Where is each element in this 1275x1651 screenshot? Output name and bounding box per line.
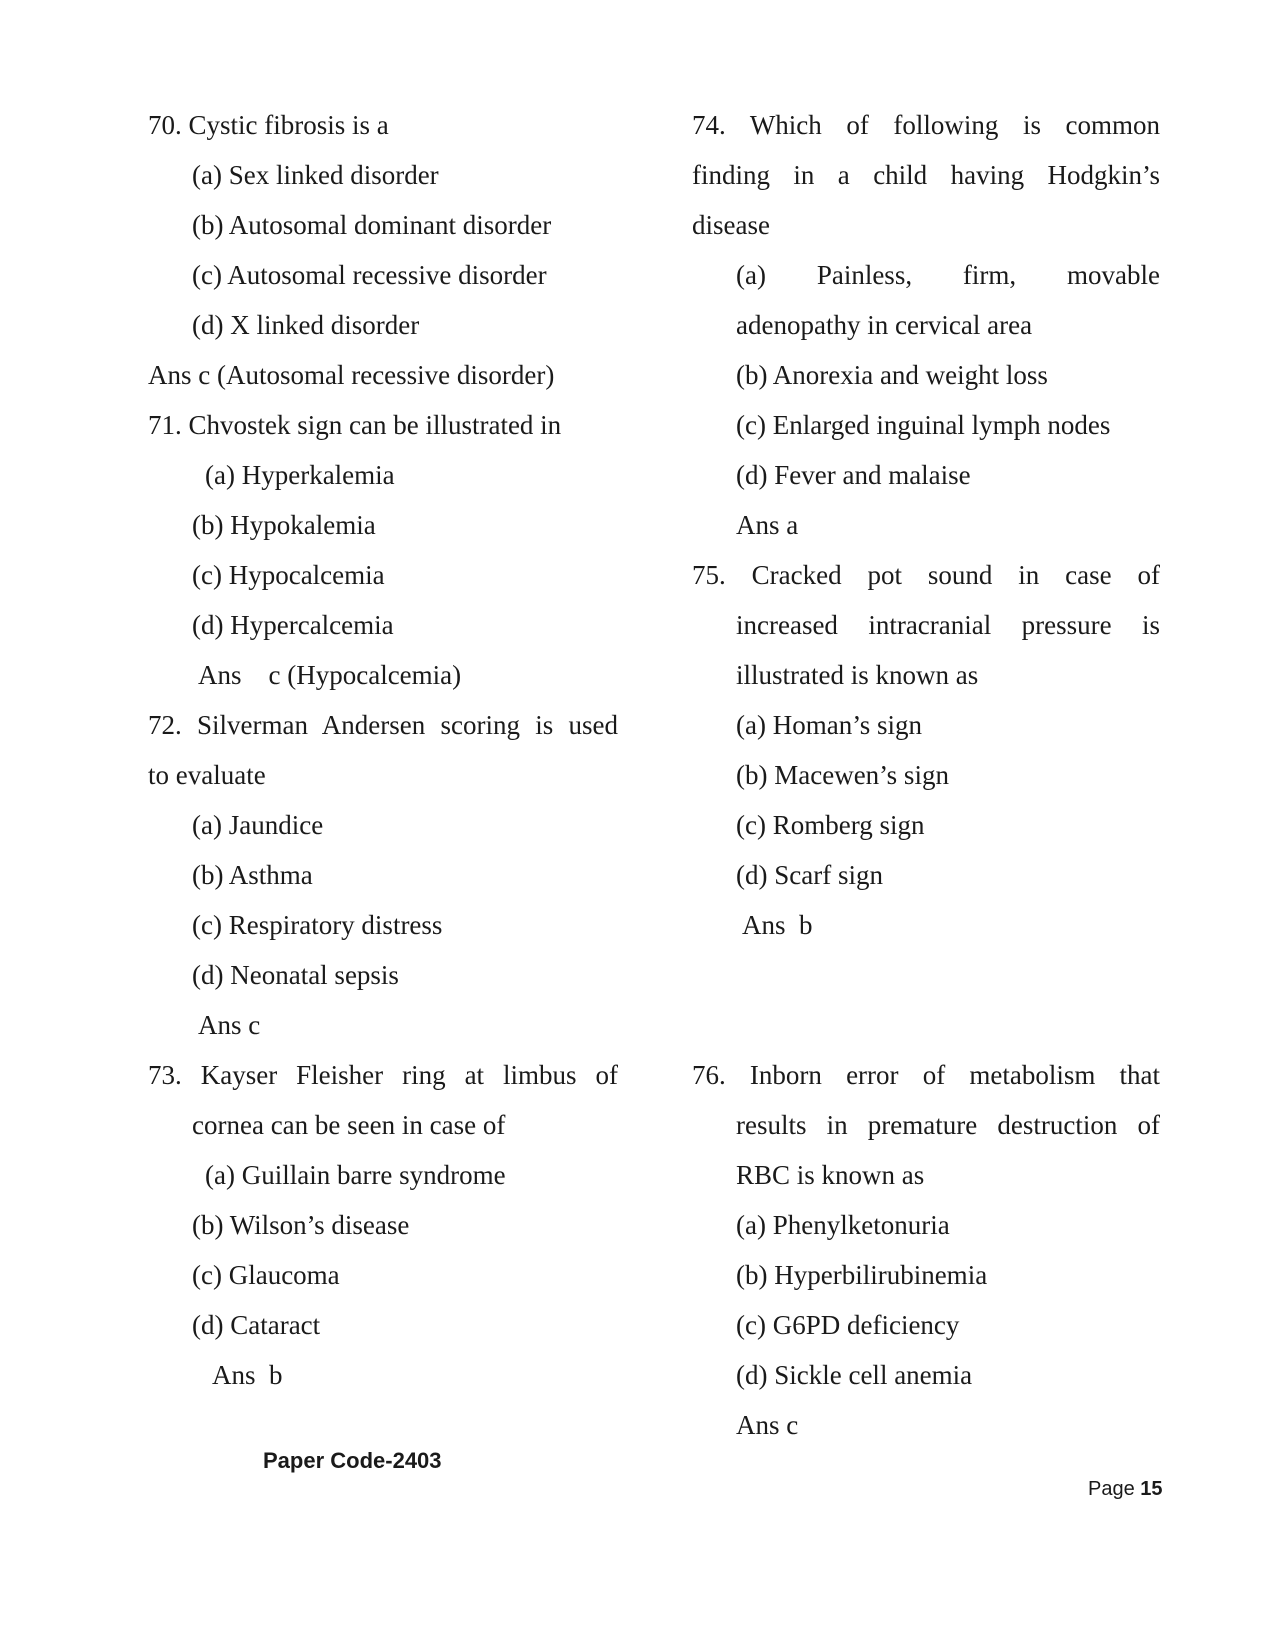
option-74-d: (d) Fever and malaise (736, 460, 971, 490)
column-spacer (692, 950, 1160, 1000)
option-70-b: (b) Autosomal dominant disorder (192, 210, 552, 240)
option-70-c: (c) Autosomal recessive disorder (192, 260, 547, 290)
question-76-line1: 76. Inborn error of metabolism that (692, 1060, 1160, 1090)
paper-code: Paper Code-2403 (263, 1448, 442, 1473)
option-73-a: (a) Guillain barre syndrome (205, 1160, 506, 1190)
option-75-a: (a) Homan’s sign (736, 710, 922, 740)
question-75-line1: 75. Cracked pot sound in case of (692, 560, 1160, 590)
answer-72: Ans c (198, 1010, 261, 1040)
option-70-d: (d) X linked disorder (192, 310, 420, 340)
question-72-line1: 72. Silverman Andersen scoring is used (148, 710, 618, 740)
option-75-d: (d) Scarf sign (736, 860, 883, 890)
question-76-line3: RBC is known as (736, 1160, 925, 1190)
option-72-d: (d) Neonatal sepsis (192, 960, 399, 990)
option-70-a: (a) Sex linked disorder (192, 160, 439, 190)
answer-73: Ans b (212, 1360, 283, 1390)
question-72-line2: to evaluate (148, 760, 266, 790)
option-72-c: (c) Respiratory distress (192, 910, 443, 940)
question-74-line1: 74. Which of following is common (692, 110, 1160, 140)
page-label: Page (1088, 1478, 1135, 1500)
page-number: 15 (1140, 1478, 1163, 1500)
question-70: 70. Cystic fibrosis is a (148, 110, 389, 140)
option-71-d: (d) Hypercalcemia (192, 610, 394, 640)
option-76-b: (b) Hyperbilirubinemia (736, 1260, 988, 1290)
question-74-line3: disease (692, 210, 770, 240)
option-76-a: (a) Phenylketonuria (736, 1210, 950, 1240)
option-74-a-line2: adenopathy in cervical area (736, 310, 1033, 340)
question-75-line3: illustrated is known as (736, 660, 979, 690)
question-73-line1: 73. Kayser Fleisher ring at limbus of (148, 1060, 618, 1090)
option-76-c: (c) G6PD deficiency (736, 1310, 960, 1340)
left-column (148, 100, 618, 1400)
question-75-line2: increased intracranial pressure is (736, 610, 1160, 640)
question-71: 71. Chvostek sign can be illustrated in (148, 410, 562, 440)
answer-76: Ans c (736, 1410, 799, 1440)
option-72-a: (a) Jaundice (192, 810, 324, 840)
answer-74: Ans a (736, 510, 799, 540)
page-number-footer (1088, 1478, 1163, 1501)
option-74-c: (c) Enlarged inguinal lymph nodes (736, 410, 1111, 440)
option-75-c: (c) Romberg sign (736, 810, 925, 840)
question-73-line2: cornea can be seen in case of (192, 1110, 506, 1140)
option-73-d: (d) Cataract (192, 1310, 321, 1340)
option-74-b: (b) Anorexia and weight loss (736, 360, 1048, 390)
answer-75: Ans b (742, 910, 813, 940)
option-73-c: (c) Glaucoma (192, 1260, 340, 1290)
option-73-b: (b) Wilson’s disease (192, 1210, 410, 1240)
option-75-b: (b) Macewen’s sign (736, 760, 949, 790)
option-74-a-line1: (a) Painless, firm, movable (736, 260, 1160, 290)
column-spacer (692, 1000, 1160, 1050)
answer-71: Ans c (Hypocalcemia) (198, 660, 462, 690)
question-76-line2: results in premature destruction of (736, 1110, 1160, 1140)
option-72-b: (b) Asthma (192, 860, 313, 890)
option-71-b: (b) Hypokalemia (192, 510, 376, 540)
option-71-a: (a) Hyperkalemia (205, 460, 395, 490)
question-74-line2: finding in a child having Hodgkin’s (692, 160, 1160, 190)
answer-70: Ans c (Autosomal recessive disorder) (148, 360, 555, 390)
option-76-d: (d) Sickle cell anemia (736, 1360, 973, 1390)
option-71-c: (c) Hypocalcemia (192, 560, 385, 590)
right-column (692, 100, 1160, 1450)
